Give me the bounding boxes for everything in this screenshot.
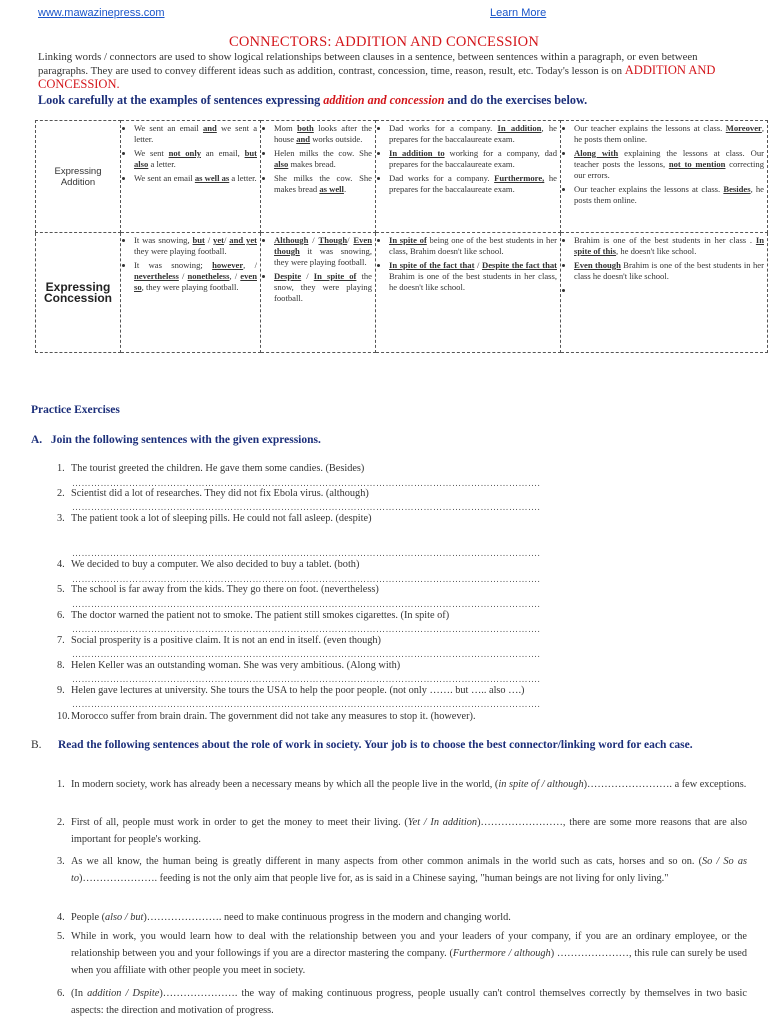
instruction-after: and do the exercises below. [447,93,588,107]
answer-line[interactable]: …………………………………………………………………………………………………………………………………. [72,624,541,634]
answer-line[interactable]: …………………………………………………………………………………………………………………………………. [72,649,541,659]
intro-text: Linking words / connectors are used to show logical relationships between clauses in a sentence, between sentences within a paragraph, or even between paragraphs. They are used to convey different ideas such as addition, contrast, concession, time, reason, result, etc. Today's lesson is on [38,51,698,77]
exercise-a-heading: A. Join the following sentences with the given expressions. [31,434,321,446]
answer-line[interactable]: …………………………………………………………………………………………………………………………………. [72,699,541,709]
exercise-a-item: 4. We decided to buy a computer. We also decided to buy a tablet. (both) [57,559,360,570]
exercise-a-item: 6. The doctor warned the patient not to smoke. The patient still smokes cigarettes. (In spite of) [57,610,450,621]
addition-row [36,121,768,233]
intro-paragraph [38,51,732,92]
exercise-a-item: 2. Scientist did a lot of researches. They did not fix Ebola virus. (although) [57,488,369,499]
exercise-b-heading: B. Read the following sentences about the role of work in society. Your job is to choose the best connector/linking word for each case. [31,739,693,751]
exercise-a-item: 7. Social prosperity is a positive claim. It is not an end in itself. (even though) [57,635,381,646]
answer-line[interactable]: …………………………………………………………………………………………………………………………………. [72,599,541,609]
concession-cell-2: • Although / Though/ Even though it was snowing, they were playing football. • Despite / In spite of the snow, they were playing football. [261,233,376,353]
answer-line[interactable]: …………………………………………………………………………………………………………………………………. [72,674,541,684]
intro-emphasis: ADDITION AND CONCESSION. [38,63,716,91]
answer-line[interactable]: …………………………………………………………………………………………………………………………………. [72,502,541,512]
instruction [38,93,587,108]
exercise-b-item-1: 1. In modern society, work has already been a necessary means by which all the people live in the world, (in spite of / although)……………………. a few exceptions. [57,779,747,790]
addition-label: Expressing Addition [36,121,121,233]
exercise-a-item: 3. The patient took a lot of sleeping pills. He could not fall asleep. (despite) [57,513,372,524]
answer-line[interactable]: …………………………………………………………………………………………………………………………………. [72,574,541,584]
addition-cell-2: • Mom both looks after the house and works outside. • Helen milks the cow. She also makes bread. • She milks the cow. She makes bread as well. [261,121,376,233]
examples-table [35,120,768,353]
answer-line[interactable]: …………………………………………………………………………………………………………………………………. [72,548,541,558]
exercise-a-item: 1. The tourist greeted the children. He gave them some candies. (Besides) [57,463,365,474]
concession-row [36,233,768,353]
exercise-b-item-5: 5. While in work, you would learn how to deal with the relationship between you and your leaders of your company, if you are an ordinary employee, or the relationship between you and your followings if you are a director mastering the company. (Furthermore / although) …………………, this rule can surely be used when you affiliate with other people you meet in society. [57,931,747,976]
practice-title: Practice Exercises [31,404,120,416]
site-link[interactable]: www.mawazinepress.com [38,7,165,19]
exercise-a-item: 10.Morocco suffer from brain drain. The government did not take any measures to stop it. (however). [57,711,476,722]
exercise-b-item-6: 6. (In addition / Dspite)…………………. the way of making continuous progress, people usually can't control themselves correctly by themselves in two basic aspects: the direction and motivation of progress. [57,988,747,1016]
page-title: CONNECTORS: ADDITION AND CONCESSION [228,34,540,50]
exercise-b-item-2: 2. First of all, people must work in order to get the money to meet their living. (Yet / In addition)……………………, there are some more reasons that are also important for people's working. [57,817,747,845]
exercise-a-item: 5. The school is far away from the kids. They go there on foot. (nevertheless) [57,584,379,595]
instruction-before: Look carefully at the examples of sentences expressing [38,93,321,107]
concession-cell-4: • Brahim is one of the best students in her class . In spite of this, he doesn't like school. • Even though Brahim is one of the best students in her class he doesn't like school. • [561,233,768,353]
exercise-a-item: 9. Helen gave lectures at university. She tours the USA to help the poor people. (not only ……. but ….. also ….) [57,685,525,696]
concession-cell-1: • It was snowing, but / yet/ and yet they were playing football. • It was snowing; however, / nevertheless / nonetheless, / even so, they were playing football. [121,233,261,353]
answer-line[interactable]: …………………………………………………………………………………………………………………………………. [72,478,541,488]
exercise-b-item-4: 4. People (also / but)…………………. need to make continuous progress in the modern and changing world. [57,912,511,923]
addition-cell-1: • We sent an email and we sent a letter. • We sent not only an email, but also a letter. • We sent an email as well as a letter. [121,121,261,233]
exercise-b-item-3: 3. As we all know, the human being is greatly different in many aspects from other common animals in the world such as cats, horses and so on. (So / So as to)…………………. feeding is not the only aim that people live for, as is said in a Chinese saying, "human beings are not living for only living." [57,856,747,884]
concession-cell-3: • In spite of being one of the best students in her class, Brahim doesn't like school. • In spite of the fact that / Despite the fact that Brahim is one of the best students in her class, he doesn't like school. [376,233,561,353]
addition-cell-3: • Dad works for a company. In addition, he prepares for the baccalaureate exam. • In addition to working for a company, dad prepares for the baccalaureate exam. • Dad works for a company. Furthermore, he prepares for the baccalaureate exam. [376,121,561,233]
learn-more-link[interactable]: Learn More [490,7,547,19]
exercise-a-item: 8. Helen Keller was an outstanding woman. She was very ambitious. (Along with) [57,660,401,671]
instruction-italic: addition and concession [323,93,445,107]
concession-label: Expressing Concession [36,233,121,353]
addition-cell-4: • Our teacher explains the lessons at class. Moreover, he posts them online. • Along with explaining the lessons at class. Our teacher posts the lessons, not to mention correcting our errors. • Our teacher explains the lessons at class. Besides, he posts them online. [561,121,768,233]
